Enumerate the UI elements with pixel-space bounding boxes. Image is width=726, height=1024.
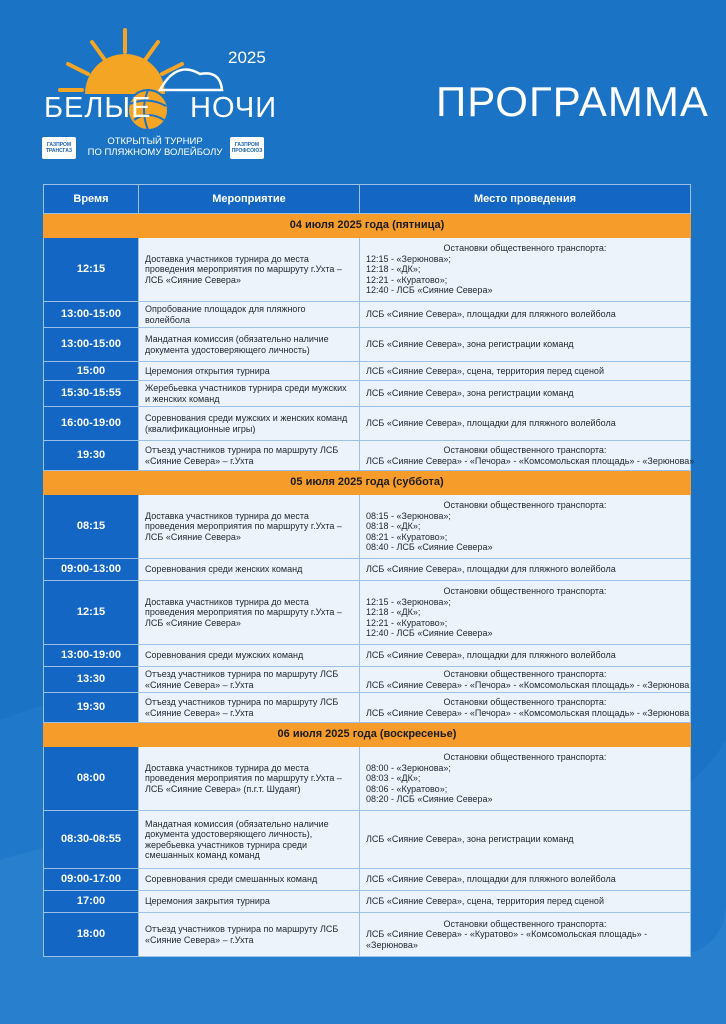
- row-time: 19:30: [44, 693, 139, 723]
- sponsor-logo-right: [230, 137, 264, 159]
- table-row: [44, 581, 691, 645]
- row-time: 09:00-17:00: [44, 869, 139, 891]
- table-header-row: [44, 185, 691, 214]
- row-event: Опробование площадок для пляжного волейбола: [139, 302, 360, 328]
- day-header-row: [44, 471, 691, 495]
- place-line: ЛСБ «Сияние Севера», площадки для пляжного волейбола: [366, 418, 616, 429]
- place-line: 08:00 - «Зерюнова»;: [366, 762, 451, 773]
- row-place: [360, 407, 691, 441]
- row-time: 12:15: [44, 238, 139, 302]
- place-line: 12:18 - «ДК»;: [366, 264, 421, 275]
- row-place: [360, 667, 691, 693]
- row-place: [360, 869, 691, 891]
- place-line: ЛСБ «Сияние Севера», зона регистрации команд: [366, 834, 574, 845]
- place-heading: Остановки общественного транспорта:: [443, 586, 607, 597]
- row-event: Доставка участников турнира до места проведения мероприятия по маршруту г.Ухта – ЛСБ «Сияние Севера» (п.г.т. Шудаяг): [139, 747, 360, 811]
- place-line: ЛСБ «Сияние Севера» - «Печора» - «Комсомольская площадь» - «Зерюнова: [366, 679, 690, 690]
- table-row: [44, 667, 691, 693]
- subtitle-line2: ПО ПЛЯЖНОМУ ВОЛЕЙБОЛУ: [87, 147, 223, 158]
- row-time: 16:00-19:00: [44, 407, 139, 441]
- place-heading: Остановки общественного транспорта:: [443, 697, 607, 707]
- place-heading: Остановки общественного транспорта:: [443, 669, 607, 679]
- row-time: 12:15: [44, 581, 139, 645]
- row-place: [360, 238, 691, 302]
- place-line: 08:20 - ЛСБ «Сияние Севера»: [366, 794, 493, 805]
- row-time: 13:00-15:00: [44, 328, 139, 362]
- row-place: [360, 581, 691, 645]
- place-line: ЛСБ «Сияние Севера», площадки для пляжного волейбола: [366, 309, 616, 320]
- place-line: 08:15 - «Зерюнова»;: [366, 510, 451, 521]
- place-line: 08:21 - «Куратово»;: [366, 531, 448, 542]
- row-event: Отъезд участников турнира по маршруту ЛСБ «Сияние Севера» – г.Ухта: [139, 667, 360, 693]
- row-place: [360, 811, 691, 869]
- row-event: Мандатная комиссия (обязательно наличие документа удостоверяющего личность): [139, 328, 360, 362]
- place-line: 08:06 - «Куратово»;: [366, 783, 448, 794]
- row-event: Мандатная комиссия (обязательно наличие документа удостоверяющего личность), жеребьевка участников турнира среди смешанных команд команд: [139, 811, 360, 869]
- day-label: 06 июля 2025 года (воскресенье): [44, 723, 691, 747]
- place-line: 12:40 - ЛСБ «Сияние Севера»: [366, 628, 493, 639]
- place-heading: Остановки общественного транспорта:: [443, 500, 607, 511]
- row-time: 09:00-13:00: [44, 559, 139, 581]
- col-place-header: Место проведения: [360, 185, 691, 214]
- table-row: [44, 645, 691, 667]
- place-line: ЛСБ «Сияние Севера», зона регистрации команд: [366, 339, 574, 350]
- row-time: 15:00: [44, 362, 139, 381]
- table-row: [44, 693, 691, 723]
- table-row: [44, 811, 691, 869]
- place-line: «Зерюнова»: [366, 939, 418, 950]
- row-time: 13:00-19:00: [44, 645, 139, 667]
- place-line: ЛСБ «Сияние Севера», зона регистрации команд: [366, 388, 574, 399]
- row-event: Соревнования среди женских команд: [139, 559, 360, 581]
- day-header-row: [44, 723, 691, 747]
- table-row: [44, 495, 691, 559]
- row-time: 15:30-15:55: [44, 381, 139, 407]
- year-label: 2025: [228, 48, 266, 67]
- place-line: 08:03 - «ДК»;: [366, 773, 421, 784]
- row-time: 08:30-08:55: [44, 811, 139, 869]
- table-row: [44, 238, 691, 302]
- place-line: ЛСБ «Сияние Севера» - «Куратово» - «Комсомольская площадь» -: [366, 929, 648, 940]
- sponsor-left-text: ГАЗПРОМ ТРАНСГАЗ: [45, 142, 73, 154]
- row-place: [360, 495, 691, 559]
- row-place: [360, 645, 691, 667]
- day-label: 04 июля 2025 года (пятница): [44, 214, 691, 238]
- table-row: [44, 913, 691, 957]
- place-line: 12:21 - «Куратово»;: [366, 617, 448, 628]
- row-event: Отъезд участников турнира по маршруту ЛСБ «Сияние Севера» – г.Ухта: [139, 693, 360, 723]
- place-heading: Остановки общественного транспорта:: [443, 445, 607, 455]
- row-event: Соревнования среди смешанных команд: [139, 869, 360, 891]
- day-header-row: [44, 214, 691, 238]
- row-place: [360, 747, 691, 811]
- program-table: [43, 184, 695, 957]
- page-title: ПРОГРАММА: [436, 78, 709, 125]
- row-place: [360, 913, 691, 957]
- table-row: [44, 362, 691, 381]
- row-place: [360, 891, 691, 913]
- row-time: 08:15: [44, 495, 139, 559]
- row-event: Доставка участников турнира до места проведения мероприятия по маршруту г.Ухта – ЛСБ «Сияние Севера»: [139, 581, 360, 645]
- place-line: 12:18 - «ДК»;: [366, 607, 421, 618]
- row-time: 13:30: [44, 667, 139, 693]
- place-line: ЛСБ «Сияние Севера», площадки для пляжного волейбола: [366, 650, 616, 661]
- row-event: Церемония открытия турнира: [139, 362, 360, 381]
- header: [0, 0, 726, 175]
- table-row: [44, 302, 691, 328]
- place-line: 12:40 - ЛСБ «Сияние Севера»: [366, 285, 493, 296]
- row-event: Отъезд участников турнира по маршруту ЛСБ «Сияние Севера» – г.Ухта: [139, 913, 360, 957]
- table-row: [44, 328, 691, 362]
- place-heading: Остановки общественного транспорта:: [443, 752, 607, 763]
- place-heading: Остановки общественного транспорта:: [443, 918, 607, 929]
- table-row: [44, 559, 691, 581]
- table-row: [44, 381, 691, 407]
- place-line: ЛСБ «Сияние Севера», сцена, территория перед сценой: [366, 896, 604, 907]
- place-line: ЛСБ «Сияние Севера», сцена, территория перед сценой: [366, 365, 604, 376]
- col-time-header: Время: [44, 185, 139, 214]
- row-event: Церемония закрытия турнира: [139, 891, 360, 913]
- tournament-subtitle: [80, 136, 230, 158]
- place-line: 08:18 - «ДК»;: [366, 521, 421, 532]
- row-place: [360, 328, 691, 362]
- place-line: ЛСБ «Сияние Севера», площадки для пляжного волейбола: [366, 564, 616, 575]
- place-line: 12:15 - «Зерюнова»;: [366, 596, 451, 607]
- table-row: [44, 441, 691, 471]
- sponsor-logo-left: [42, 137, 76, 159]
- table-row: [44, 869, 691, 891]
- table-row: [44, 747, 691, 811]
- place-line: 12:15 - «Зерюнова»;: [366, 253, 451, 264]
- subtitle-line1: ОТКРЫТЫЙ ТУРНИР: [107, 136, 203, 147]
- place-line: 12:21 - «Куратово»;: [366, 274, 448, 285]
- row-place: [360, 381, 691, 407]
- row-event: Соревнования среди мужских и женских команд (квалификационные игры): [139, 407, 360, 441]
- place-heading: Остановки общественного транспорта:: [443, 243, 607, 254]
- row-time: 13:00-15:00: [44, 302, 139, 328]
- day-label: 05 июля 2025 года (суббота): [44, 471, 691, 495]
- row-time: 08:00: [44, 747, 139, 811]
- row-event: Соревнования среди мужских команд: [139, 645, 360, 667]
- row-event: Доставка участников турнира до места проведения мероприятия по маршруту г.Ухта – ЛСБ «Сияние Севера»: [139, 495, 360, 559]
- row-place: [360, 693, 691, 723]
- col-event-header: Мероприятие: [139, 185, 360, 214]
- place-line: ЛСБ «Сияние Севера» - «Печора» - «Комсомольская площадь» - «Зерюнова»: [366, 455, 695, 466]
- logo-word-left: БЕЛЫЕ: [44, 92, 152, 124]
- place-line: ЛСБ «Сияние Севера», площадки для пляжного волейбола: [366, 874, 616, 885]
- logo-word-right: НОЧИ: [190, 92, 278, 124]
- row-event: Доставка участников турнира до места проведения мероприятия по маршруту г.Ухта – ЛСБ «Сияние Севера»: [139, 238, 360, 302]
- table-row: [44, 891, 691, 913]
- row-time: 19:30: [44, 441, 139, 471]
- row-place: [360, 559, 691, 581]
- row-time: 17:00: [44, 891, 139, 913]
- sponsor-right-text: ГАЗПРОМ ПРОФСОЮЗ: [231, 142, 263, 154]
- row-time: 18:00: [44, 913, 139, 957]
- row-event: Жеребьевка участников турнира среди мужских и женских команд: [139, 381, 360, 407]
- row-place: [360, 302, 691, 328]
- place-line: ЛСБ «Сияние Севера» - «Печора» - «Комсомольская площадь» - «Зерюнова: [366, 707, 690, 718]
- row-event: Отъезд участников турнира по маршруту ЛСБ «Сияние Севера» – г.Ухта: [139, 441, 360, 471]
- row-place: [360, 362, 691, 381]
- place-line: 08:40 - ЛСБ «Сияние Севера»: [366, 542, 493, 553]
- table-row: [44, 407, 691, 441]
- row-place: [360, 441, 695, 471]
